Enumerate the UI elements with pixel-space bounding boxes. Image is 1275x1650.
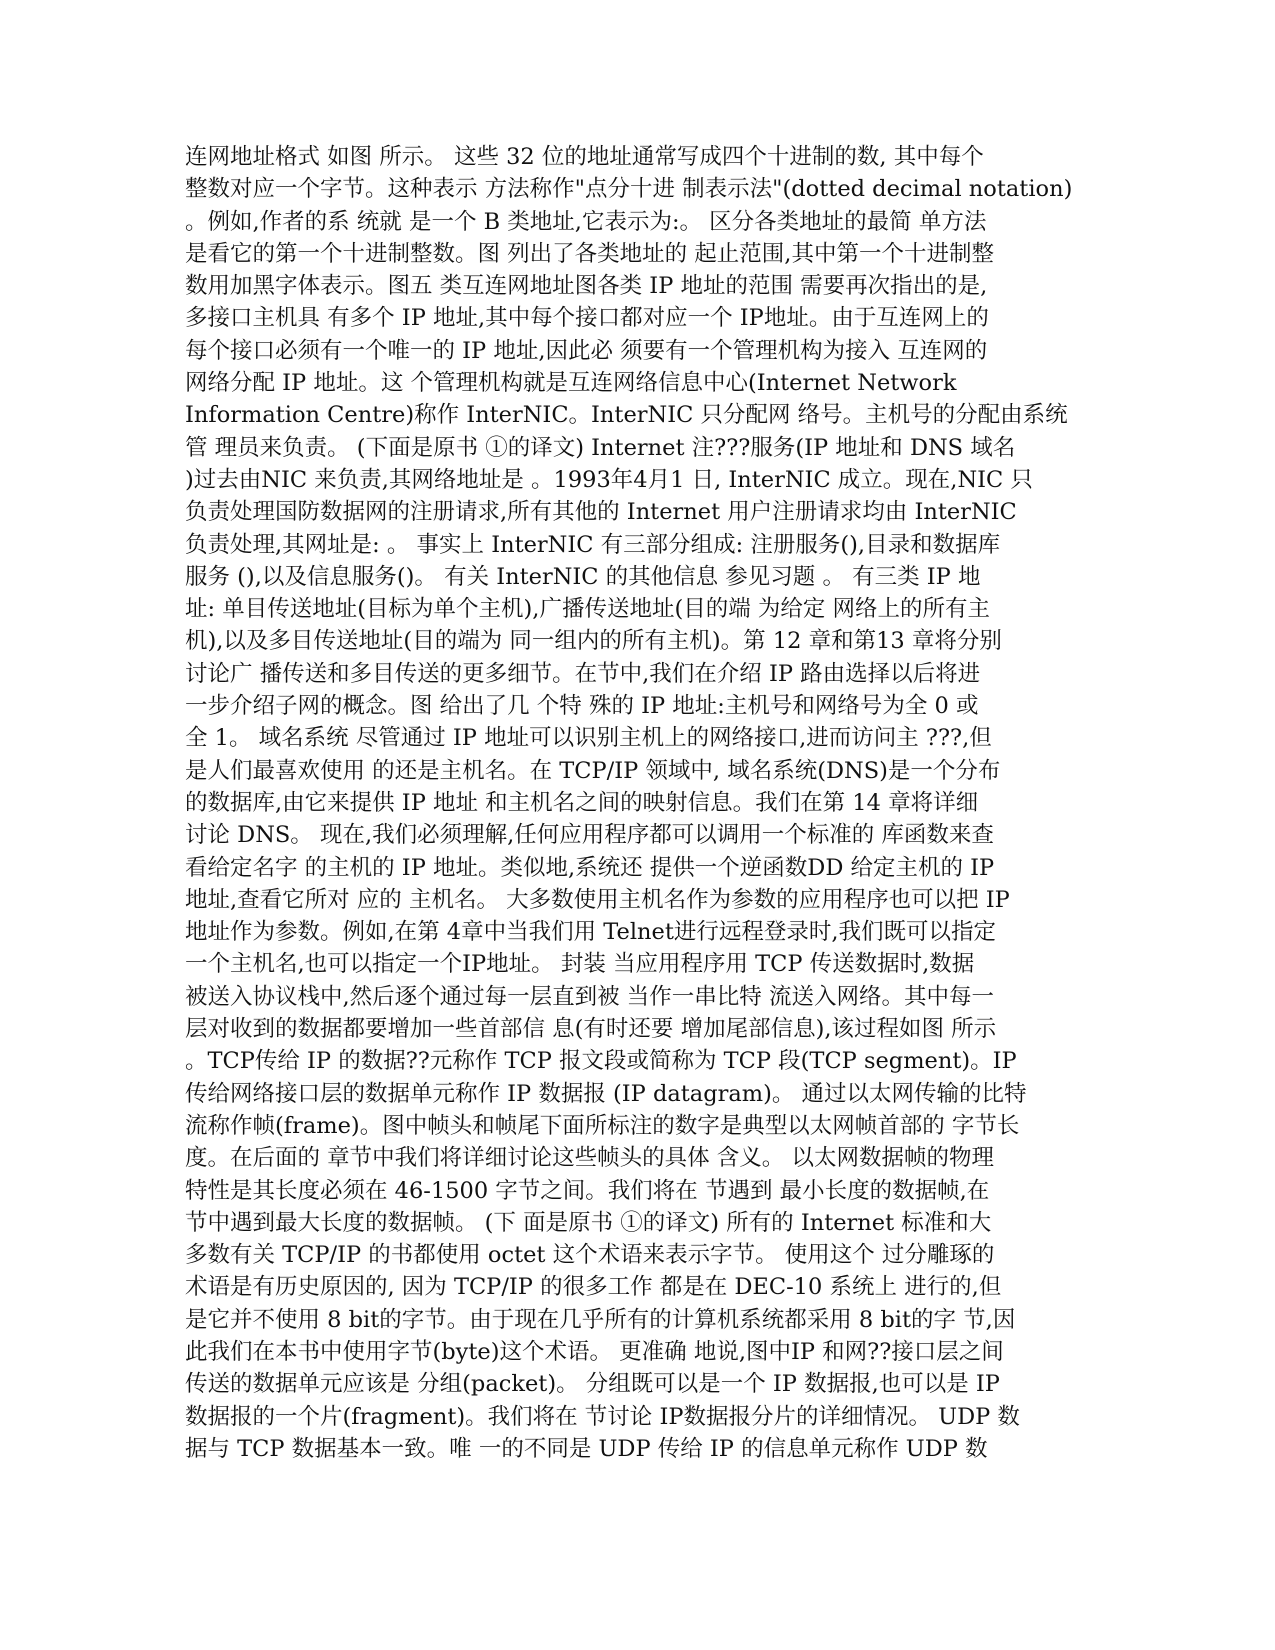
text-line: 据与 TCP 数据基本一致。唯 一的不同是 UDP 传给 IP 的信息单元称作 UDP 数 [185, 1435, 988, 1462]
text-line: 是它并不使用 8 bit的字节。由于现在几乎所有的计算机系统都采用 8 bit的字 节,因 [185, 1306, 1016, 1333]
text-line: 连网地址格式 如图 所示。 这些 32 位的地址通常写成四个十进制的数, 其中每个 [185, 144, 984, 170]
text-line: 特性是其长度必须在 46-1500 字节之间。我们将在 节遇到 最小长度的数据帧,在 [185, 1177, 990, 1204]
text-line: 讨论广 播传送和多目传送的更多细节。在节中,我们在介绍 IP 路由选择以后将进 [185, 660, 981, 687]
text-line: 机),以及多目传送地址(目的端为 同一组内的所有主机)。第 12 章和第13 章将分别 [185, 628, 1002, 655]
text-line: 负责处理国防数据网的注册请求,所有其他的 Internet 用户注册请求均由 InterNIC [185, 499, 1017, 526]
text-line: 多数有关 TCP/IP 的书都使用 octet 这个术语来表示字节。 使用这个 过分雕琢的 [185, 1242, 995, 1269]
text-line: 一个主机名,也可以指定一个IP地址。 封装 当应用程序用 TCP 传送数据时,数据 [185, 951, 975, 978]
text-line: 。例如,作者的系 统就 是一个 B 类地址,它表示为:。 区分各类地址的最简 单方法 [185, 208, 987, 235]
text-line: 节中遇到最大长度的数据帧。 (下 面是原书 ①的译文) 所有的 Internet 标准和大 [185, 1209, 992, 1236]
text-line: 管 理员来负责。 (下面是原书 ①的译文) Internet 注???服务(IP 地址和 DNS 域名 [185, 434, 1016, 461]
text-line: 全 1。 域名系统 尽管通过 IP 地址可以识别主机上的网络接口,进而访问主 ???,但 [185, 725, 992, 752]
text-line: 是人们最喜欢使用 的还是主机名。在 TCP/IP 领域中, 域名系统(DNS)是一个分布 [185, 757, 1001, 784]
text-line: )过去由NIC 来负责,其网络地址是 。1993年4月1 日, InterNIC 成立。现在,NIC 只 [185, 466, 1033, 493]
text-line: 数用加黑字体表示。图五 类互连网地址图各类 IP 地址的范围 需要再次指出的是, [185, 273, 988, 300]
text-line: 是看它的第一个十进制整数。图 列出了各类地址的 起止范围,其中第一个十进制整 [185, 240, 994, 267]
text-line: 一步介绍子网的概念。图 给出了几 个特 殊的 IP 地址:主机号和网络号为全 0 或 [185, 693, 979, 720]
text-line: 数据报的一个片(fragment)。我们将在 节讨论 IP数据报分片的详细情况。 UDP 数 [185, 1403, 1020, 1430]
text-line: 地址,查看它所对 应的 主机名。 大多数使用主机名作为参数的应用程序也可以把 IP [185, 886, 1010, 913]
text-line: 被送入协议栈中,然后逐个通过每一层直到被 当作一串比特 流送入网络。其中每一 [185, 983, 994, 1010]
text-line: 负责处理,其网址是: 。 事实上 InterNIC 有三部分组成: 注册服务(),目录和数据库 [185, 531, 1001, 558]
text-line: 的数据库,由它来提供 IP 地址 和主机名之间的映射信息。我们在第 14 章将详细 [185, 789, 979, 816]
text-line: 度。在后面的 章节中我们将详细讨论这些帧头的具体 含义。 以太网数据帧的物理 [185, 1145, 994, 1172]
text-line: 每个接口必须有一个唯一的 IP 地址,因此必 须要有一个管理机构为接入 互连网的 [185, 337, 988, 364]
text-line: 此我们在本书中使用字节(byte)这个术语。 更准确 地说,图中IP 和网??接口层之间 [185, 1338, 1004, 1365]
text-line: 多接口主机具 有多个 IP 地址,其中每个接口都对应一个 IP地址。由于互连网上的 [185, 305, 989, 332]
body-text [185, 141, 1105, 1465]
text-line: 传送的数据单元应该是 分组(packet)。 分组既可以是一个 IP 数据报,也可以是 IP [185, 1371, 1000, 1398]
text-line: Information Centre)称作 InterNIC。InterNIC 只分配网 络号。主机号的分配由系统 [185, 402, 1068, 429]
text-line: 看给定名字 的主机的 IP 地址。类似地,系统还 提供一个逆函数DD 给定主机的 IP [185, 854, 995, 881]
text-line: 传给网络接口层的数据单元称作 IP 数据报 (IP datagram)。 通过以太网传输的比特 [185, 1080, 1027, 1107]
text-line: 。TCP传给 IP 的数据??元称作 TCP 报文段或简称为 TCP 段(TCP segment)。IP [185, 1048, 1017, 1075]
text-line: 网络分配 IP 地址。这 个管理机构就是互连网络信息中心(Internet Network [185, 370, 957, 397]
text-line: 址: 单目传送地址(目标为单个主机),广播传送地址(目的端 为给定 网络上的所有主 [185, 596, 991, 623]
text-line: 流称作帧(frame)。图中帧头和帧尾下面所标注的数字是典型以太网帧首部的 字节长 [185, 1112, 1020, 1139]
text-line: 整数对应一个字节。这种表示 方法称作"点分十进 制表示法"(dotted decimal notation) [185, 176, 1073, 203]
text-line: 地址作为参数。例如,在第 4章中当我们用 Telnet进行远程登录时,我们既可以指定 [185, 919, 997, 946]
text-line: 服务 (),以及信息服务()。 有关 InterNIC 的其他信息 参见习题 。 有三类 IP 地 [185, 563, 981, 590]
text-line: 讨论 DNS。 现在,我们必须理解,任何应用程序都可以调用一个标准的 库函数来查 [185, 822, 994, 849]
text-line: 术语是有历史原因的, 因为 TCP/IP 的很多工作 都是在 DEC-10 系统上 进行的,但 [185, 1274, 1002, 1301]
text-line: 层对收到的数据都要增加一些首部信 息(有时还要 增加尾部信息),该过程如图 所示 [185, 1016, 997, 1043]
